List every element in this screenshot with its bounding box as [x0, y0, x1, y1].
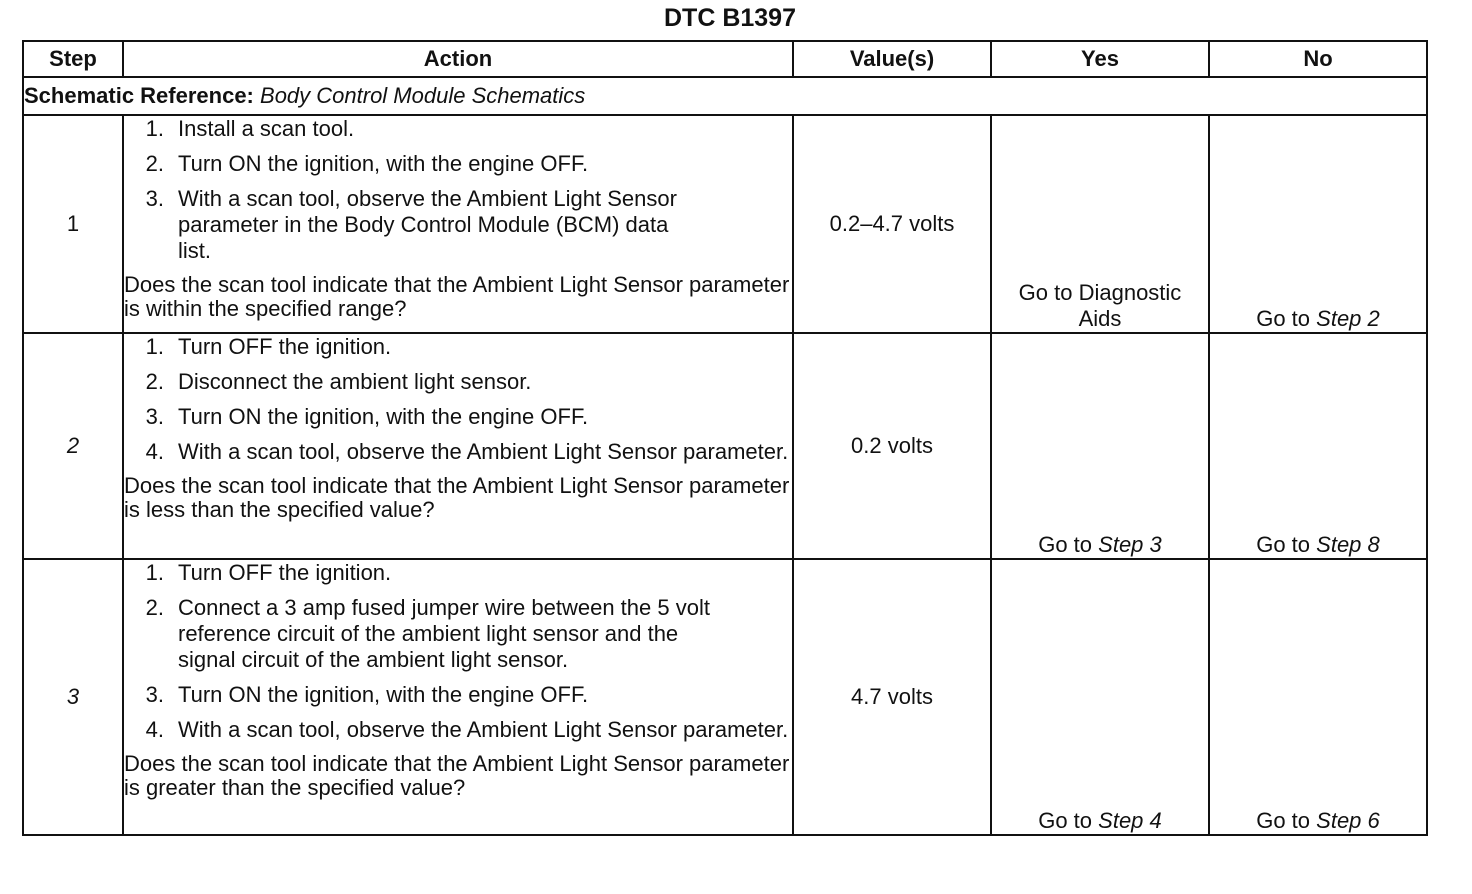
diagnostic-table [22, 40, 1428, 836]
header-yes: Yes [991, 41, 1209, 77]
schematic-reference [23, 77, 1427, 115]
action-item: 4. With a scan tool, observe the Ambient Light Sensor parameter. [145, 717, 789, 742]
header-step: Step [23, 41, 123, 77]
no-cell: Go to Step 2 [1209, 115, 1427, 333]
schematic-link: Body Control Module Schematics [260, 83, 586, 108]
action-cell [123, 115, 793, 333]
yes-cell: Go to Diagnostic Aids [991, 115, 1209, 333]
action-item: 3. Turn ON the ignition, with the engine OFF. [145, 404, 589, 429]
value-cell: 0.2–4.7 volts [793, 115, 991, 333]
action-item: 2. Disconnect the ambient light sensor. [145, 369, 532, 394]
header-values: Value(s) [793, 41, 991, 77]
step-number: 3 [23, 559, 123, 835]
action-item: 1. Turn OFF the ignition. [145, 560, 392, 585]
yes-cell: Go to Step 3 [991, 333, 1209, 559]
action-question: Does the scan tool indicate that the Ambient Light Sensor parameter is greater than the specified value? [124, 751, 790, 800]
schematic-label: Schematic Reference: [24, 83, 254, 108]
step-number: 1 [23, 115, 123, 333]
action-item: 1. Turn OFF the ignition. [145, 334, 392, 359]
schematic-row [23, 77, 1427, 115]
table-row [23, 559, 1427, 835]
action-cell [123, 559, 793, 835]
no-cell: Go to Step 6 [1209, 559, 1427, 835]
action-item: 1. Install a scan tool. [145, 116, 355, 141]
header-no: No [1209, 41, 1427, 77]
action-item: 4. With a scan tool, observe the Ambient Light Sensor parameter. [145, 439, 789, 464]
header-row [23, 41, 1427, 77]
value-cell: 4.7 volts [793, 559, 991, 835]
action-item: 3. With a scan tool, observe the Ambient Light Sensor parameter in the Body Control Module (BCM) data list. [145, 186, 677, 263]
action-item: 2. Connect a 3 amp fused jumper wire between the 5 volt reference circuit of the ambient light sensor and the signal circuit of the ambient light sensor. [145, 595, 710, 672]
table-row [23, 115, 1427, 333]
action-cell [123, 333, 793, 559]
value-cell: 0.2 volts [793, 333, 991, 559]
header-action: Action [123, 41, 793, 77]
yes-cell: Go to Step 4 [991, 559, 1209, 835]
action-item: 3. Turn ON the ignition, with the engine OFF. [145, 682, 589, 707]
action-question: Does the scan tool indicate that the Ambient Light Sensor parameter is less than the specified value? [124, 473, 790, 522]
page-title: DTC B1397 [664, 4, 796, 32]
no-cell: Go to Step 8 [1209, 333, 1427, 559]
action-item: 2. Turn ON the ignition, with the engine OFF. [145, 151, 589, 176]
table-row [23, 333, 1427, 559]
step-number: 2 [23, 333, 123, 559]
action-question: Does the scan tool indicate that the Ambient Light Sensor parameter is within the specified range? [124, 272, 790, 321]
